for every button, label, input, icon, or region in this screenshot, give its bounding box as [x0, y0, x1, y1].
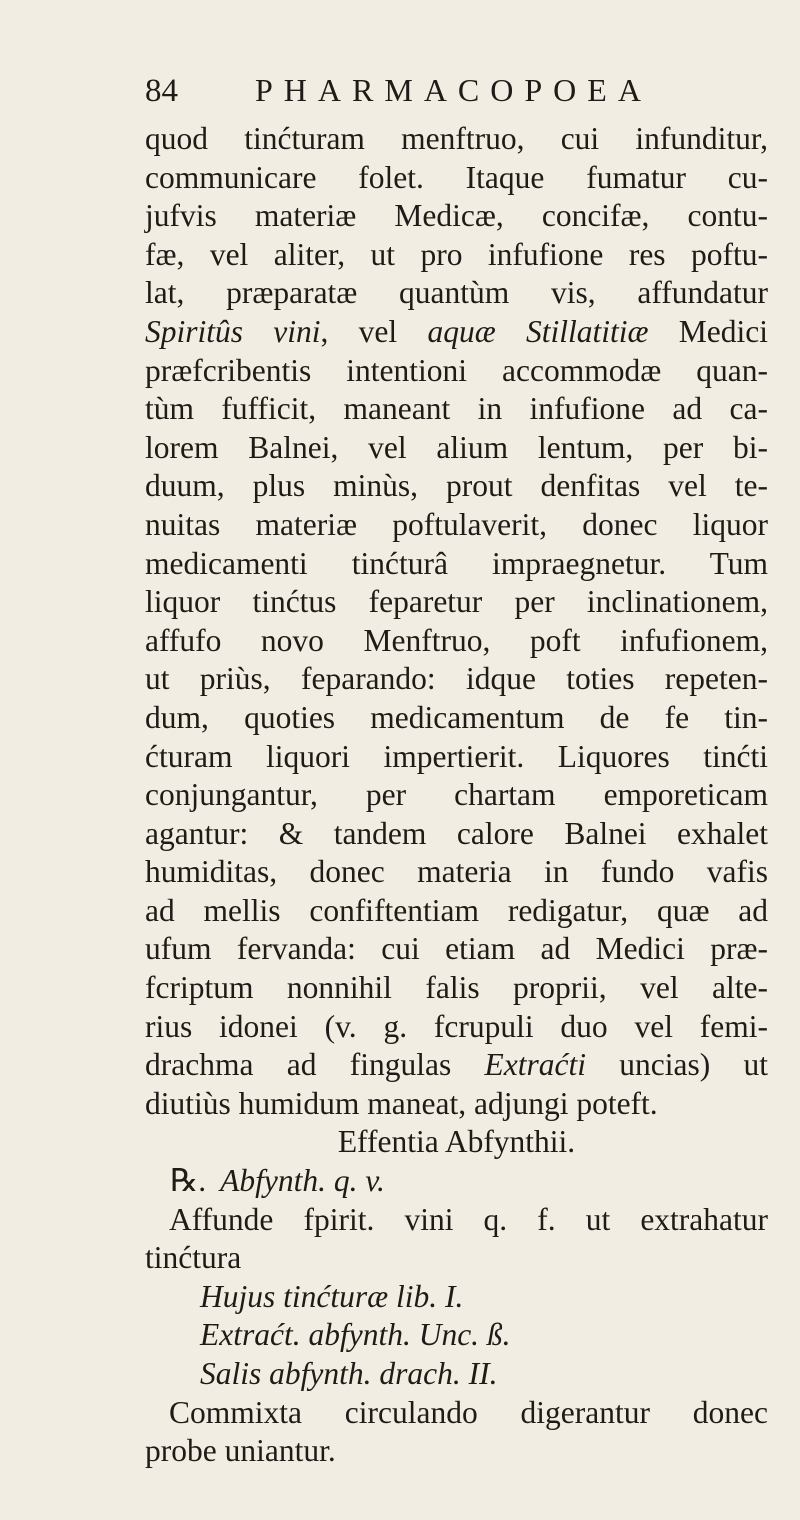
italic-term: aquæ Stillatitiæ	[427, 313, 649, 349]
text-line: affufo novo Menftruo, poft infufionem,	[145, 622, 768, 658]
text-line	[145, 313, 768, 352]
text-line: jufvis materiæ Medicæ, concifæ, contu-	[145, 198, 768, 234]
body-text	[145, 120, 768, 1471]
text-line: fæ, vel aliter, ut pro infufione res poftu-	[145, 236, 768, 272]
text-fragment: Medici	[648, 313, 768, 349]
text-line: liquor tinćtus feparetur per inclinationem,	[145, 584, 768, 620]
formula-line: Hujus tinćturæ lib. I.	[200, 1278, 464, 1314]
text-line: ufum fervanda: cui etiam ad Medici præ-	[145, 931, 768, 967]
text-line: probe uniantur.	[145, 1433, 336, 1469]
text-line: præfcribentis intentioni accommodæ quan-	[145, 352, 768, 388]
text-line: ćturam liquori impertierit. Liquores tinćti	[145, 738, 768, 774]
text-line: Affunde fpirit. vini q. f. ut extrahatur	[169, 1201, 768, 1237]
italic-term: Spiritûs vini	[145, 313, 321, 349]
text-line: Commixta circulando digerantur donec	[169, 1394, 768, 1430]
text-line: medicamenti tinćturâ impraegnetur. Tum	[145, 545, 768, 581]
text-line: ad mellis confiftentiam redigatur, quæ ad	[145, 892, 768, 928]
text-line: nuitas materiæ poftulaverit, donec liquor	[145, 506, 768, 542]
text-line: duum, plus minùs, prout denfitas vel te-	[145, 468, 768, 504]
text-line: conjungantur, per chartam emporeticam	[145, 777, 768, 813]
text-line	[145, 1046, 768, 1085]
text-fragment: uncias) ut	[585, 1047, 768, 1083]
text-line: tinćtura	[145, 1240, 242, 1276]
text-line: lat, præparatæ quantùm vis, affundatur	[145, 275, 768, 311]
recipe-symbol: ℞.	[170, 1163, 207, 1199]
text-line: communicare folet. Itaque fumatur cu-	[145, 159, 768, 195]
recipe-ingredient: Abfynth. q. v.	[220, 1163, 385, 1199]
text-fragment: drachma ad fingulas	[145, 1047, 485, 1083]
text-line: ut priùs, feparando: idque toties repeten-	[145, 661, 768, 697]
text-line: fcriptum nonnihil falis proprii, vel alte-	[145, 970, 768, 1006]
recipe-line	[145, 1162, 768, 1201]
formula-line: Extraćt. abfynth. Unc. ß.	[200, 1317, 511, 1353]
italic-term: Extraćti	[484, 1047, 586, 1083]
running-title: PHARMACOPOEA	[255, 72, 652, 108]
text-line: tùm fufficit, maneant in infufione ad ca-	[145, 391, 768, 427]
formula-line: Salis abfynth. drach. II.	[200, 1356, 498, 1391]
text-line: agantur: & tandem calore Balnei exhalet	[145, 815, 768, 851]
text-line: lorem Balnei, vel alium lentum, per bi-	[145, 429, 768, 465]
text-fragment: , vel	[320, 313, 428, 349]
text-line: quod tinćturam menftruo, cui infunditur,	[145, 121, 768, 156]
text-line: diutiùs humidum maneat, adjungi poteft.	[145, 1085, 658, 1121]
text-line: dum, quoties medicamentum de fe tin-	[145, 699, 768, 735]
page-number: 84	[145, 73, 178, 109]
text-line: rius idonei (v. g. fcrupuli duo vel femi-	[145, 1008, 768, 1044]
text-line: humiditas, donec materia in fundo vafis	[145, 854, 768, 890]
section-heading: Effentia Abfynthii.	[337, 1124, 576, 1160]
page-header	[145, 72, 760, 120]
